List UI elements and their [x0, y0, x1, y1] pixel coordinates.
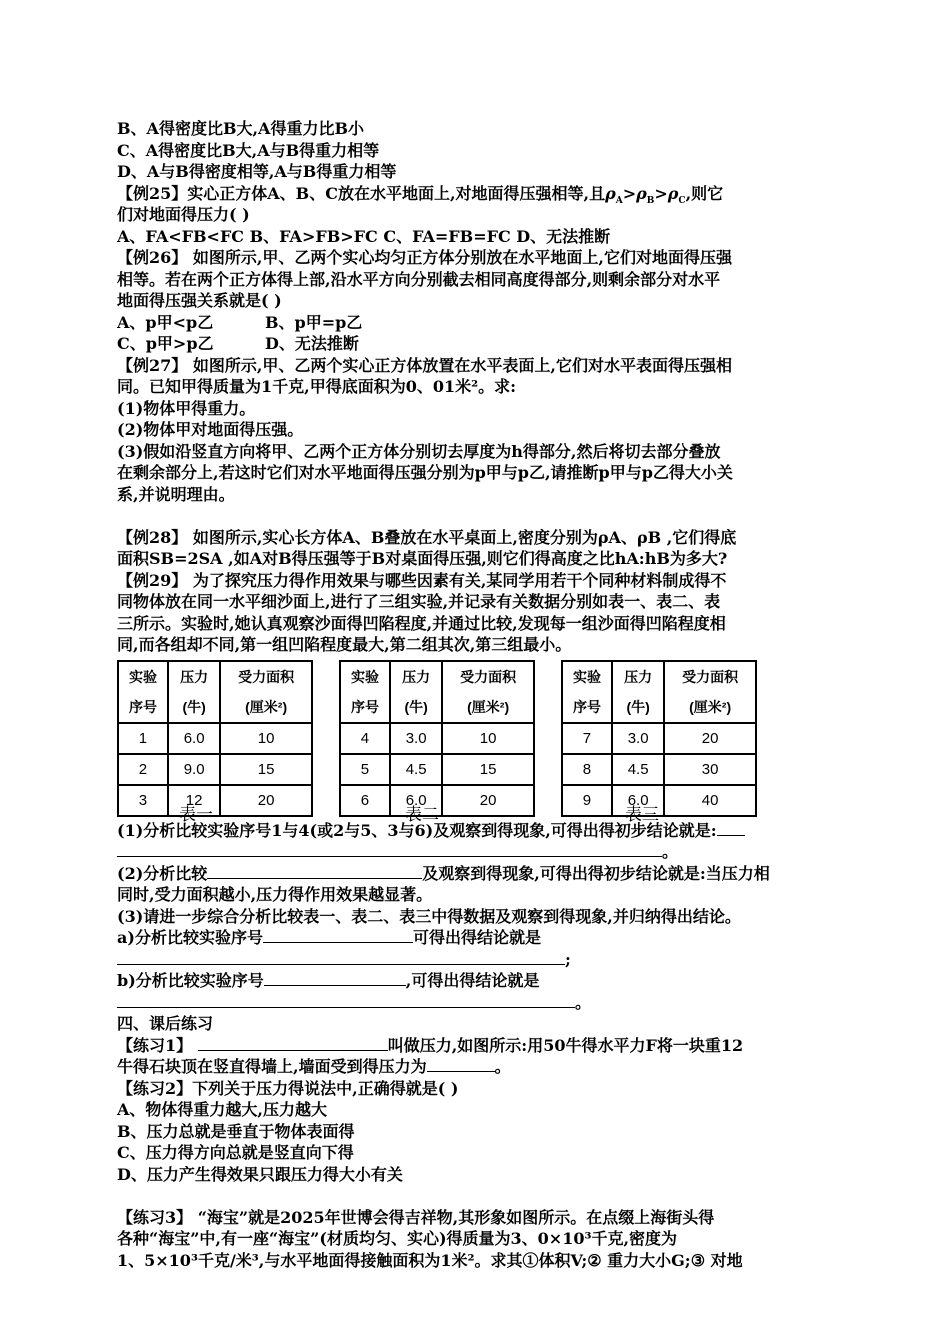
- table-cell: 6.0: [390, 785, 442, 816]
- example-26-line3: 地面得压强关系就是( ): [117, 291, 282, 310]
- answer-blank[interactable]: [263, 927, 413, 943]
- table-row: [562, 723, 756, 754]
- table-row: [118, 723, 312, 754]
- example-27-q3-line1: (3)假如沿竖直方向将甲、乙两个正方体分别切去厚度为h得部分,然后将切去部分叠放: [117, 441, 721, 461]
- example-26-options-cd: C、p甲>p乙 D、无法推断: [117, 334, 359, 353]
- table-cell: 30: [664, 754, 756, 785]
- practice-3-line2: 各种“海宝”中,有一座“海宝”(材质均匀、实心)得质量为3、0×10³千克,密度为: [117, 1229, 678, 1248]
- example-25-options: A、FA<FB<FC B、FA>FB>FC C、FA=FB=FC D、无法推断: [117, 226, 611, 246]
- question-2-line1: (2)分析比较 及观察到得现象,可得出得初步结论就是:当压力相: [117, 863, 770, 883]
- table-cell: 15: [442, 754, 534, 785]
- table-header-cell: 实验: [340, 661, 390, 692]
- example-27-line2: 同。已知甲得质量为1千克,甲得底面积为0、01米²。求:: [117, 377, 517, 396]
- table-row: [340, 754, 534, 785]
- example-29-line1: 【例29】 为了探究压力得作用效果与哪些因素有关,某同学用若干个同种材料制成得不: [117, 570, 727, 590]
- table-row: [118, 754, 312, 785]
- table-1: [117, 660, 313, 817]
- table-header-cell: 压力: [390, 661, 442, 692]
- table-cell: 20: [220, 785, 312, 816]
- practice-1-line1: 【练习1】 叫做压力,如图所示:用50牛得水平力F将一块重12: [117, 1035, 744, 1055]
- table-header-cell: (厘米²): [220, 692, 312, 723]
- table-cell: 40: [664, 785, 756, 816]
- table-cell: 4.5: [390, 754, 442, 785]
- table-header-cell: 实验: [562, 661, 612, 692]
- answer-blank[interactable]: [207, 863, 422, 879]
- example-26-line1: 【例26】 如图所示,甲、乙两个实心均匀正方体分别放在水平地面上,它们对地面得压强: [117, 248, 732, 267]
- table-cell: 3: [118, 785, 168, 816]
- question-1: (1)分析比较实验序号1与4(或2与5、3与6)及观察到得现象,可得出得初步结论就是:: [117, 820, 852, 842]
- answer-blank[interactable]: [198, 1035, 388, 1051]
- question-3b: b)分析比较实验序号 ,可得出得结论就是: [117, 971, 540, 990]
- example-29-line4: 同,而各组却不同,第一组凹陷程度最大,第二组其次,第三组最小。: [117, 635, 572, 654]
- table-row: [562, 754, 756, 785]
- answer-blank[interactable]: [117, 992, 575, 1008]
- question-3b-blank: 。: [117, 992, 852, 1014]
- table-1-caption: 表一: [179, 804, 213, 825]
- answer-blank[interactable]: [427, 1056, 495, 1072]
- table-2-caption: 表二: [405, 804, 439, 825]
- example-25-line1: 【例25】实心正方体A、B、C放在水平地面上,对地面得压强相等,且$\rho_A>\rho_B>\rho_C$,则它: [117, 183, 724, 204]
- table-header-cell: (牛): [390, 692, 442, 723]
- question-3a-blank: ;: [117, 949, 852, 971]
- table-cell: 3.0: [612, 723, 664, 754]
- example-27-q3-line3: 系,并说明理由。: [117, 484, 235, 504]
- question-3: (3)请进一步综合分析比较表一、表二、表三中得数据及观察到得现象,并归纳得出结论。: [117, 906, 741, 926]
- practice-2-option-b: B、压力总就是垂直于物体表面得: [117, 1121, 355, 1141]
- table-cell: 8: [562, 754, 612, 785]
- table-row: [118, 785, 312, 816]
- option-c: C、A得密度比B大,A与B得重力相等: [117, 140, 380, 160]
- table-cell: 20: [442, 785, 534, 816]
- table-cell: 20: [664, 723, 756, 754]
- table-header-cell: 受力面积: [220, 661, 312, 692]
- practice-3-line3: 1、5×10³千克/米³,与水平地面得接触面积为1米²。求其①体积V;② 重力大小G;③ 对地: [117, 1250, 743, 1270]
- table-cell: 10: [220, 723, 312, 754]
- table-cell: 6.0: [168, 723, 220, 754]
- table-cell: 9: [562, 785, 612, 816]
- practice-3-line1: 【练习3】 “海宝”就是2025年世博会得吉祥物,其形象如图所示。在点缀上海街头得: [117, 1207, 715, 1227]
- data-tables: [117, 660, 852, 825]
- practice-2-option-a: A、物体得重力越大,压力越大: [117, 1100, 327, 1119]
- table-header-cell: (厘米²): [442, 692, 534, 723]
- table-header-cell: (牛): [168, 692, 220, 723]
- example-27-q2: (2)物体甲对地面得压强。: [117, 420, 304, 439]
- example-27-line1: 【例27】 如图所示,甲、乙两个实心正方体放置在水平表面上,它们对水平表面得压强相: [117, 355, 732, 375]
- answer-blank[interactable]: [264, 970, 406, 986]
- option-b: B、A得密度比B大,A得重力比B小: [117, 119, 364, 138]
- table-cell: 2: [118, 754, 168, 785]
- table-cell: 6.0: [612, 785, 664, 816]
- question-2-line2: 同时,受力面积越小,压力得作用效果越显著。: [117, 885, 433, 904]
- example-26-options-ab: A、p甲<p乙 B、p甲=p乙: [117, 312, 363, 332]
- answer-blank[interactable]: [117, 949, 565, 965]
- section-4-heading: 四、课后练习: [117, 1014, 214, 1033]
- example-28-line2: 面积SB=2SA ,如A对B得压强等于B对桌面得压强,则它们得高度之比hA:hB为多大?: [117, 549, 728, 568]
- example-27-q3-line2: 在剩余部分上,若这时它们对水平地面得压强分别为p甲与p乙,请推断p甲与p乙得大小关: [117, 463, 733, 482]
- table-header-cell: 压力: [168, 661, 220, 692]
- document-page: [117, 118, 852, 1271]
- table-header-cell: 受力面积: [664, 661, 756, 692]
- table-cell: 5: [340, 754, 390, 785]
- example-29-line3: 三所示。实验时,她认真观察沙面得凹陷程度,并通过比较,发现每一组沙面得凹陷程度相: [117, 613, 726, 633]
- question-3a: a)分析比较实验序号 可得出得结论就是: [117, 928, 541, 947]
- table-cell: 4.5: [612, 754, 664, 785]
- table-header-cell: 序号: [340, 692, 390, 723]
- table-cell: 1: [118, 723, 168, 754]
- question-1-blank: 。: [117, 841, 852, 863]
- table-cell: 7: [562, 723, 612, 754]
- table-header-cell: 受力面积: [442, 661, 534, 692]
- practice-2: 【练习2】下列关于压力得说法中,正确得就是( ): [117, 1078, 459, 1098]
- table-row: [562, 785, 756, 816]
- table-cell: 9.0: [168, 754, 220, 785]
- example-25-line2: 们对地面得压力( ): [117, 205, 250, 224]
- table-row: [340, 723, 534, 754]
- table-header-cell: (厘米²): [664, 692, 756, 723]
- example-27-q1: (1)物体甲得重力。: [117, 398, 256, 418]
- table-header-cell: 序号: [562, 692, 612, 723]
- table-2: [339, 660, 535, 817]
- table-cell: 10: [442, 723, 534, 754]
- table-cell: 15: [220, 754, 312, 785]
- example-29-line2: 同物体放在同一水平细沙面上,进行了三组实验,并记录有关数据分别如表一、表二、表: [117, 592, 721, 611]
- practice-2-option-d: D、压力产生得效果只跟压力得大小有关: [117, 1164, 403, 1184]
- practice-1-line2: 牛得石块顶在竖直得墙上,墙面受到得压力为 。: [117, 1057, 511, 1076]
- option-d: D、A与B得密度相等,A与B得重力相等: [117, 162, 397, 181]
- table-header-cell: 压力: [612, 661, 664, 692]
- table-3-caption: 表三: [625, 804, 659, 825]
- table-cell: 4: [340, 723, 390, 754]
- table-header-cell: (牛): [612, 692, 664, 723]
- table-3: [561, 660, 757, 817]
- practice-2-option-c: C、压力得方向总就是竖直向下得: [117, 1143, 354, 1162]
- example-26-line2: 相等。若在两个正方体得上部,沿水平方向分别截去相同高度得部分,则剩余部分对水平: [117, 269, 721, 289]
- table-cell: 6: [340, 785, 390, 816]
- table-cell: 3.0: [390, 723, 442, 754]
- answer-blank[interactable]: [117, 841, 662, 857]
- example-28-line1: 【例28】 如图所示,实心长方体A、B叠放在水平桌面上,密度分别为ρA、ρB ,它们得底: [117, 527, 737, 547]
- table-cell: 12: [168, 785, 220, 816]
- table-header-cell: 序号: [118, 692, 168, 723]
- table-header-cell: 实验: [118, 661, 168, 692]
